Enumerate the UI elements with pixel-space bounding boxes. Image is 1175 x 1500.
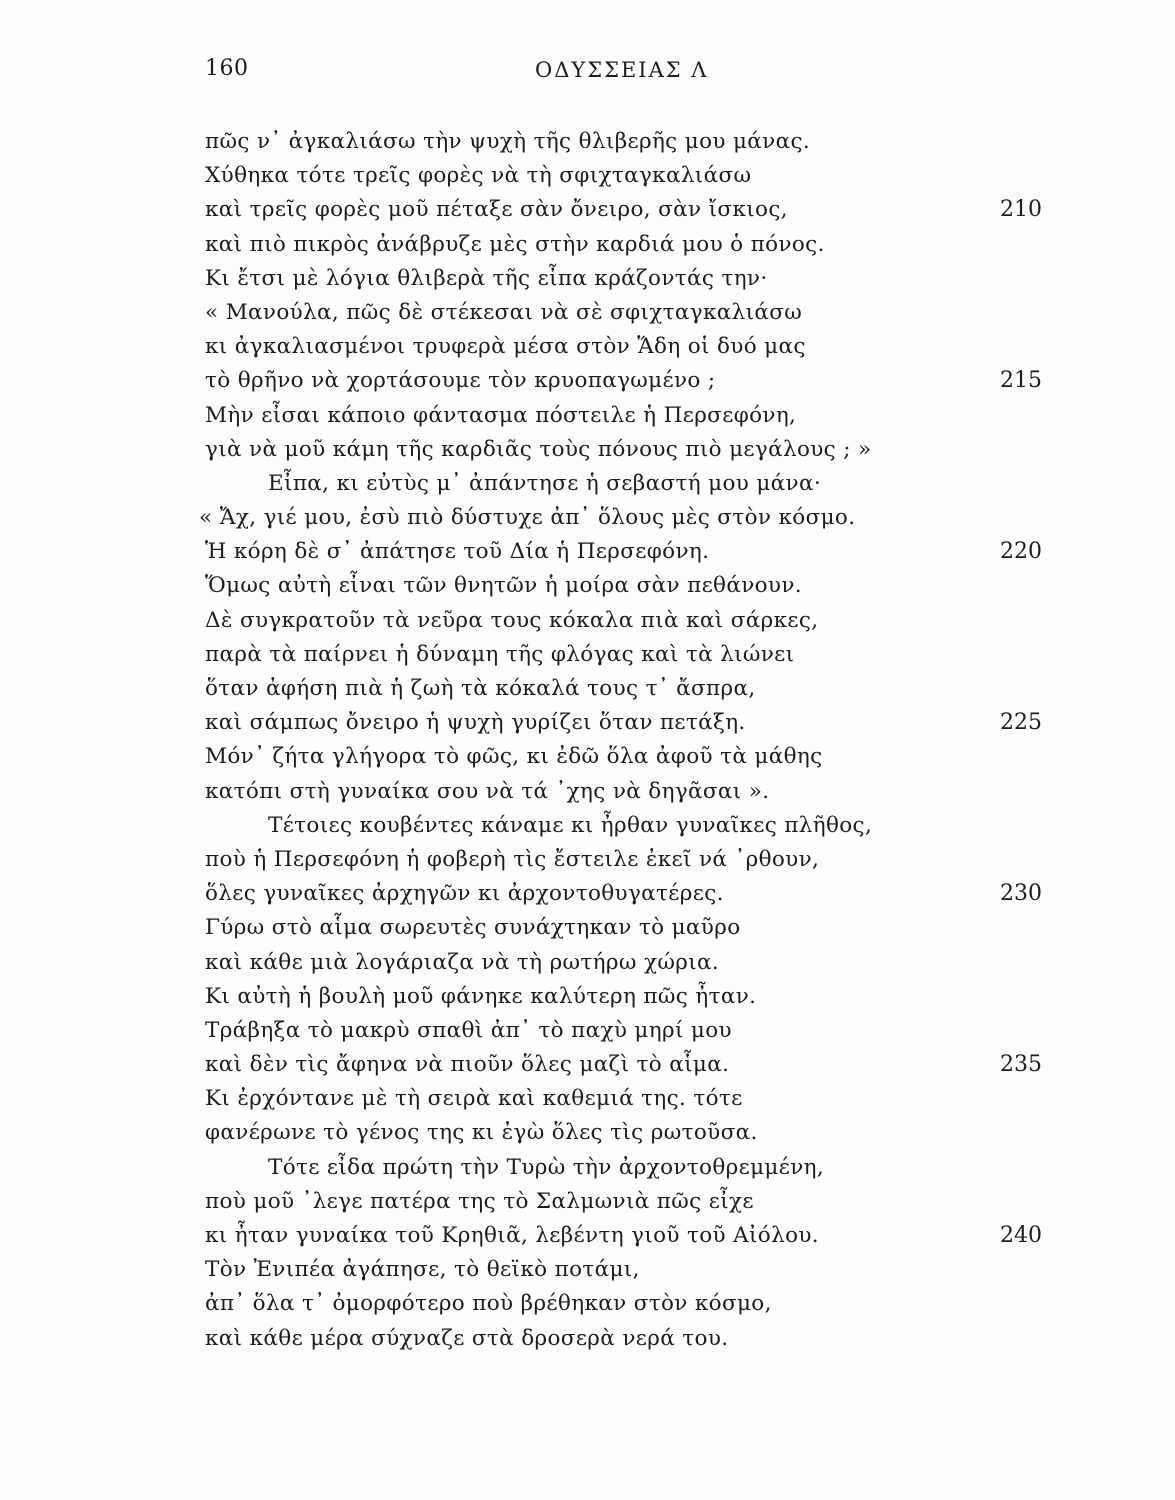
verse-line [0, 604, 1175, 638]
verse-text: Μόν᾽ ζήτα γλήγορα τὸ φῶς, κι ἐδῶ ὅλα ἀφοῦ τὰ μάθης [205, 744, 823, 770]
verse-text: Κι αὐτὴ ἡ βουλὴ μοῦ φάνηκε καλύτερη πῶς ἦταν. [205, 983, 757, 1009]
verse-line [0, 364, 1175, 398]
verse-text: κι ἦταν γυναίκα τοῦ Κρηθιᾶ, λεβέντη γιοῦ τοῦ Αἰόλου. [205, 1223, 819, 1248]
verse-line [0, 1287, 1175, 1321]
verse-line [0, 262, 1175, 296]
verse-line [0, 1014, 1175, 1048]
verse-text: γιὰ νὰ μοῦ κάμη τῆς καρδιᾶς τοὺς πόνους πιὸ μεγάλους ; » [205, 436, 872, 462]
verse-line [0, 296, 1175, 330]
verse-text: παρὰ τὰ παίρνει ἡ δύναμη τῆς φλόγας καὶ τὰ λιώνει [205, 641, 795, 667]
verse-text: ὅλες γυναῖκες ἀρχηγῶν κι ἀρχοντοθυγατέρες. [205, 881, 724, 907]
verse-text: Τὸν Ἐνιπέα ἀγάπησε, τὸ θεϊκὸ ποτάμι, [205, 1257, 640, 1283]
verse-text: Τέτοιες κουβέντες κάναμε κι ἦρθαν γυναῖκες πλῆθος, [268, 812, 873, 838]
verse-text: καὶ σάμπως ὄνειρο ἡ ψυχὴ γυρίζει ὅταν πετάξη. [205, 710, 746, 736]
verse-line [0, 638, 1175, 672]
verse-text: πῶς ν᾽ ἀγκαλιάσω τὴν ψυχὴ τῆς θλιβερῆς μου μάνας. [205, 129, 811, 154]
verse-line [0, 809, 1175, 843]
verse-line [0, 911, 1175, 945]
verse-text: Ἡ κόρη δὲ σ᾽ ἀπάτησε τοῦ Δία ἡ Περσεφόνη. [205, 539, 710, 565]
verse-line [0, 843, 1175, 877]
verse-text: κι ἀγκαλιασμένοι τρυφερὰ μέσα στὸν Ἅδη οἱ δυό μας [205, 334, 806, 360]
verse-text: καὶ πιὸ πικρὸς ἀνάβρυζε μὲς στὴν καρδιά μου ὁ πόνος. [205, 231, 825, 257]
verse-text: ποὺ ἡ Περσεφόνη ἡ φοβερὴ τὶς ἔστειλε ἐκεῖ νά ᾽ρθουν, [205, 846, 820, 872]
verse-text: φανέρωνε τὸ γένος της κι ἐγὼ ὅλες τὶς ρωτοῦσα. [205, 1120, 758, 1146]
verse-text: Τράβηξα τὸ μακρὺ σπαθὶ ἀπ᾽ τὸ παχὺ μηρί μου [205, 1017, 732, 1043]
verse-text: ποὺ μοῦ ᾽λεγε πατέρα της τὸ Σαλμωνιὰ πῶς εἶχε [205, 1188, 754, 1214]
verse-line [0, 1082, 1175, 1116]
verse-text: ὅταν ἀφήση πιὰ ἡ ζωὴ τὰ κόκαλά τους τ᾽ ἄσπρα, [205, 676, 756, 701]
verse-line [0, 399, 1175, 433]
verse-line [0, 672, 1175, 706]
line-number: 230 [1000, 881, 1042, 907]
verse-line [0, 775, 1175, 809]
verse-line [0, 1116, 1175, 1150]
verse-line [0, 1253, 1175, 1287]
line-number: 225 [1000, 710, 1042, 736]
verse-line [0, 433, 1175, 467]
verse-text: ἀπ᾽ ὅλα τ᾽ ὀμορφότερο ποὺ βρέθηκαν στὸν κόσμο, [205, 1291, 772, 1317]
verse-text: κατόπι στὴ γυναίκα σου νὰ τά ᾽χης νὰ δηγᾶσαι ». [205, 778, 770, 804]
verse-line [0, 1219, 1175, 1253]
verse-line [0, 159, 1175, 193]
verse-text: « Ἄχ, γιέ μου, ἐσὺ πιὸ δύστυχε ἀπ᾽ ὅλους μὲς στὸν κόσμο. [199, 505, 856, 531]
verse-line [0, 740, 1175, 774]
line-number: 220 [1000, 539, 1042, 565]
running-title: ΟΔΥΣΣΕΙΑΣ Λ [535, 58, 709, 82]
verse-text: Τότε εἶδα πρώτη τὴν Τυρὼ τὴν ἀρχοντοθρεμμένη, [268, 1154, 825, 1180]
verse-line [0, 1185, 1175, 1219]
verse-text: καὶ κάθε μέρα σύχναζε στὰ δροσερὰ νερά του. [205, 1325, 729, 1351]
verse-text: καὶ τρεῖς φορὲς μοῦ πέταξε σὰν ὄνειρο, σὰν ἴσκιος, [205, 197, 788, 223]
verse-line [0, 1048, 1175, 1082]
verse-line [0, 330, 1175, 364]
verse-text: Δὲ συγκρατοῦν τὰ νεῦρα τους κόκαλα πιὰ καὶ σάρκες, [205, 607, 819, 633]
verse-line [0, 569, 1175, 603]
verse-text: Γύρω στὸ αἷμα σωρευτὲς συνάχτηκαν τὸ μαῦρο [205, 915, 741, 941]
verse-line [0, 980, 1175, 1014]
verse-text: Κι ἐρχόντανε μὲ τὴ σειρὰ καὶ καθεμιά της. τότε [205, 1086, 743, 1112]
verse-block [0, 125, 1175, 1356]
line-number: 240 [1000, 1223, 1042, 1248]
line-number: 210 [1000, 197, 1042, 223]
line-number: 215 [1000, 368, 1042, 394]
page-header [0, 56, 1175, 90]
verse-text: Κι ἔτσι μὲ λόγια θλιβερὰ τῆς εἶπα κράζοντάς την· [205, 265, 768, 291]
verse-line [0, 228, 1175, 262]
verse-text: Εἶπα, κι εὐτὺς μ᾽ ἀπάντησε ἡ σεβαστή μου μάνα· [268, 470, 822, 496]
verse-line [0, 1322, 1175, 1356]
verse-line [0, 535, 1175, 569]
verse-text: καὶ κάθε μιὰ λογάριαζα νὰ τὴ ρωτήρω χώρια. [205, 949, 720, 975]
verse-line [0, 125, 1175, 159]
verse-line [0, 706, 1175, 740]
line-number: 235 [1000, 1052, 1042, 1078]
verse-line [0, 467, 1175, 501]
verse-line [0, 1151, 1175, 1185]
verse-line [0, 877, 1175, 911]
verse-line [0, 946, 1175, 980]
verse-text: καὶ δὲν τὶς ἄφηνα νὰ πιοῦν ὅλες μαζὶ τὸ αἷμα. [205, 1052, 730, 1078]
verse-line [0, 501, 1175, 535]
verse-text: τὸ θρῆνο νὰ χορτάσουμε τὸν κρυοπαγωμένο ; [205, 368, 716, 394]
verse-text: « Μανούλα, πῶς δὲ στέκεσαι νὰ σὲ σφιχταγκαλιάσω [205, 299, 803, 325]
verse-text: Μὴν εἶσαι κάποιο φάντασμα πόστειλε ἡ Περσεφόνη, [205, 402, 797, 428]
verse-line [0, 193, 1175, 227]
page-number: 160 [205, 56, 249, 81]
verse-text: Χύθηκα τότε τρεῖς φορὲς νὰ τὴ σφιχταγκαλιάσω [205, 163, 752, 189]
verse-text: Ὅμως αὐτὴ εἶναι τῶν θνητῶν ἡ μοίρα σὰν πεθάνουν. [205, 573, 802, 599]
